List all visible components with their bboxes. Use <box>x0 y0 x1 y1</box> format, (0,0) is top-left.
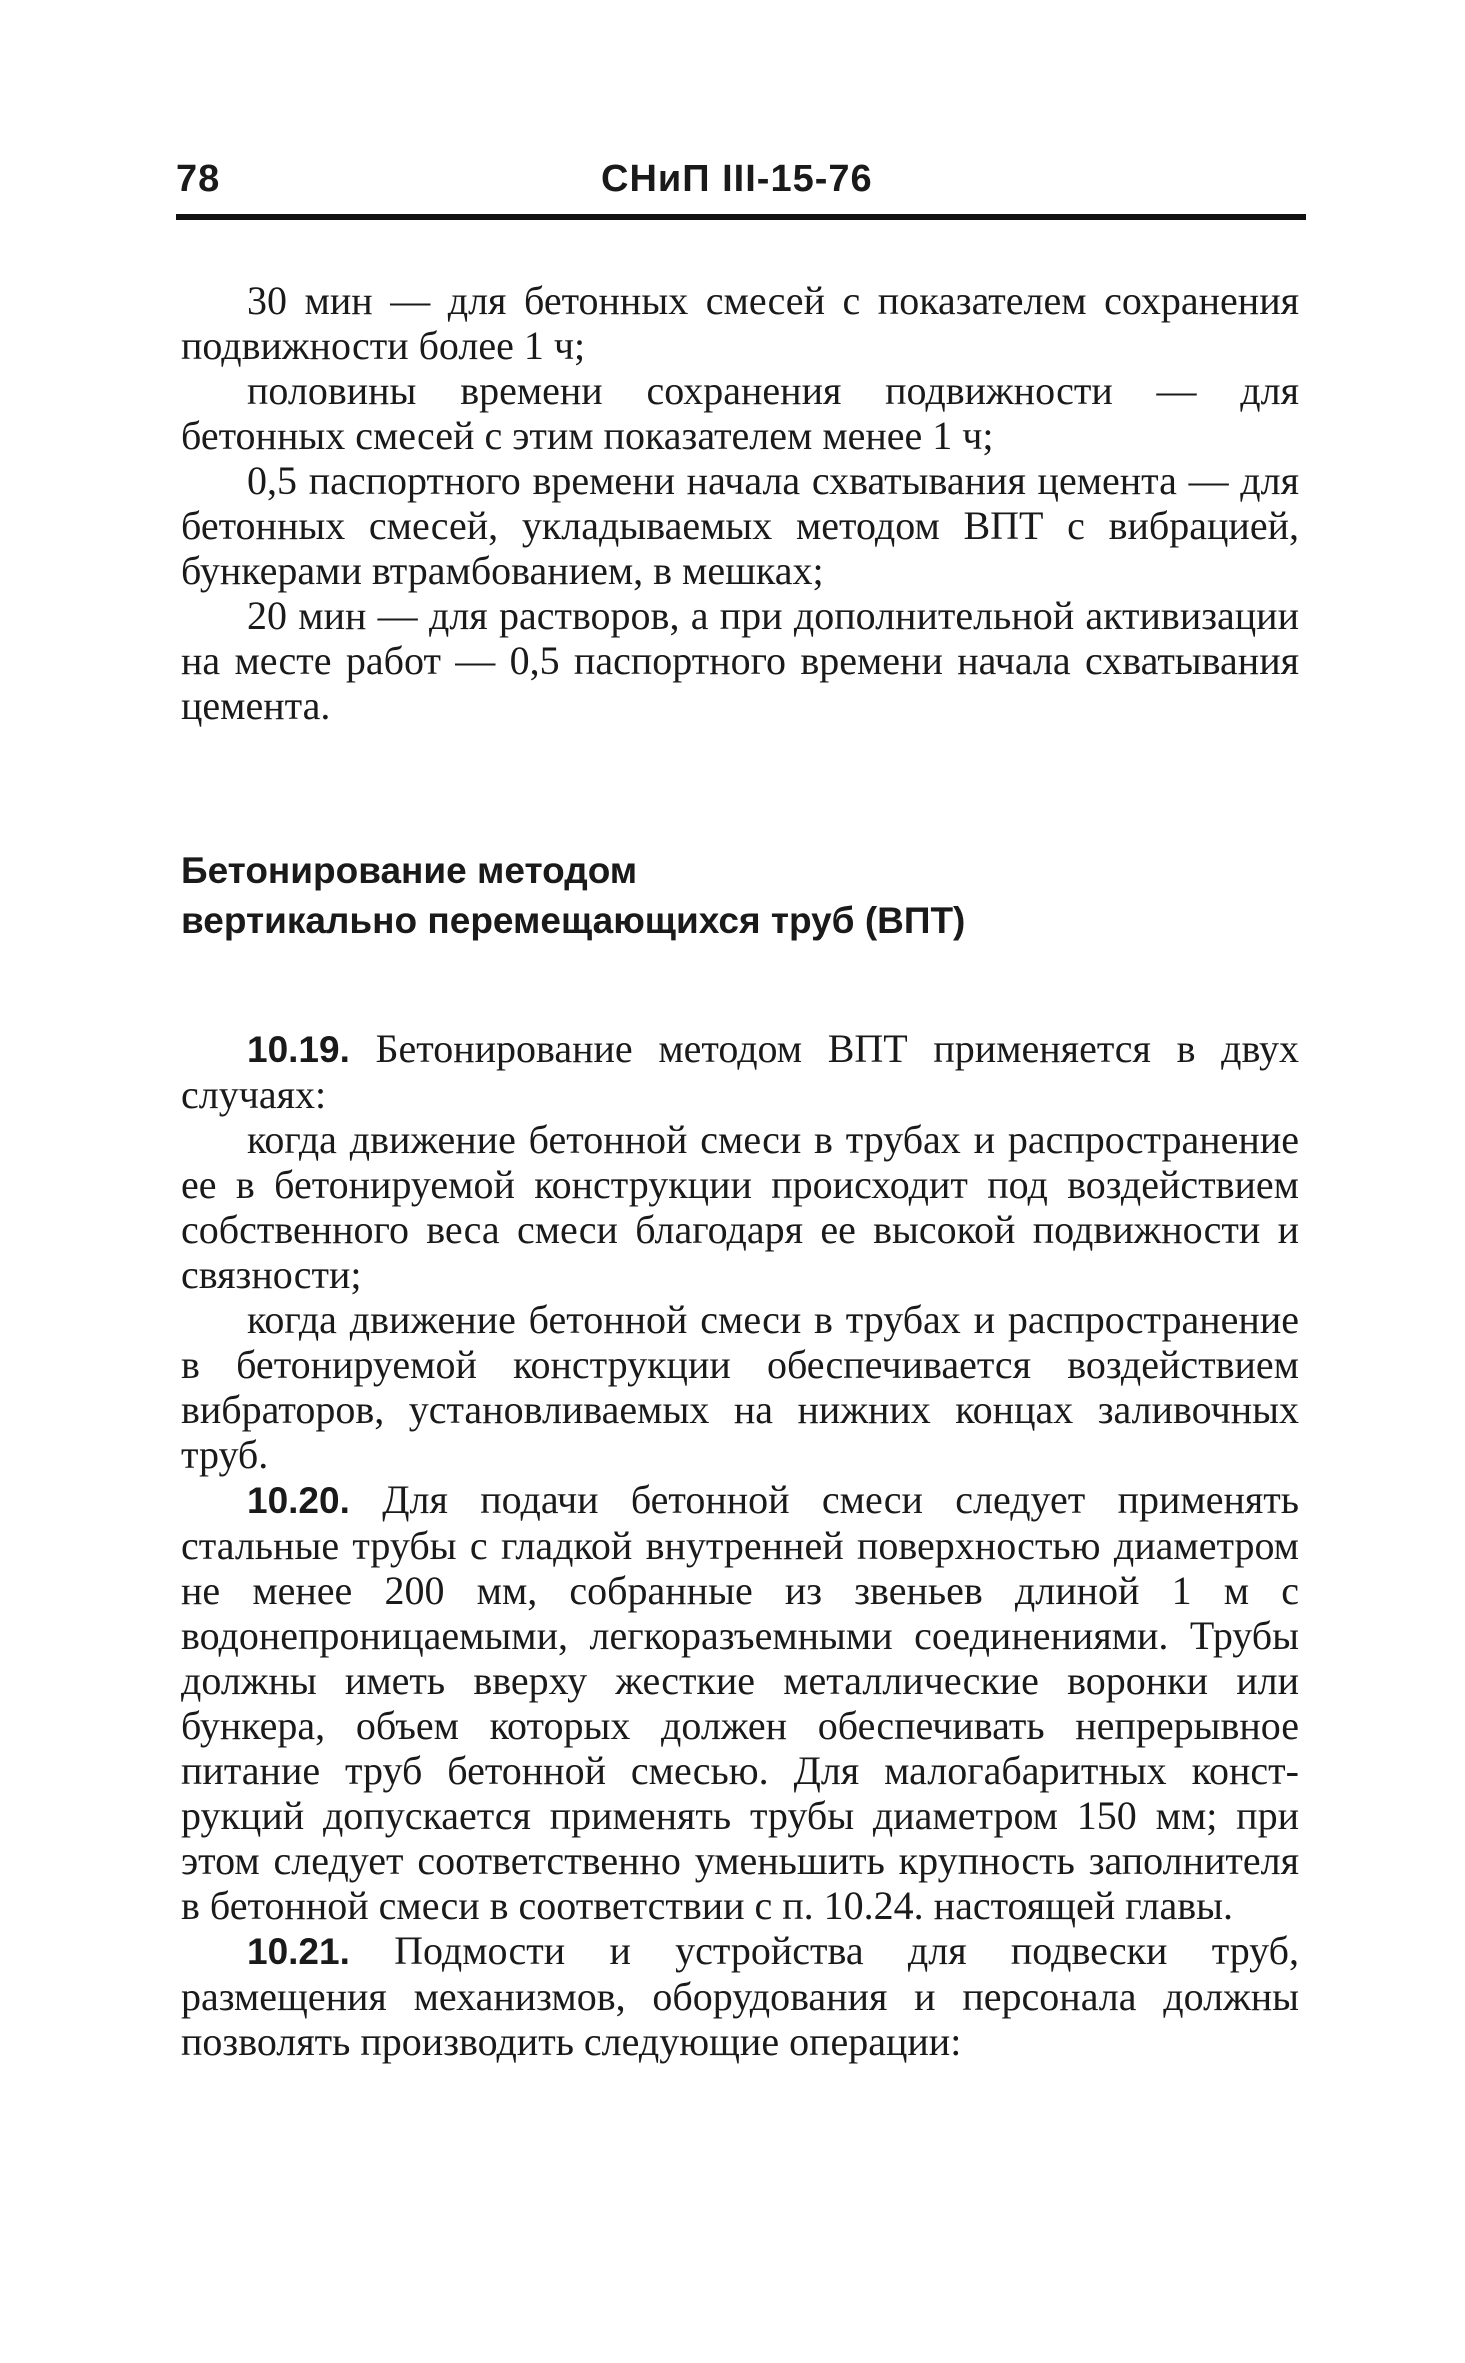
page-body <box>181 278 1299 2064</box>
clause-10-21 <box>181 1928 1299 2064</box>
clause-number: 10.19. <box>247 1029 350 1070</box>
list-item: когда движение бетонной смеси в трубах и распространение в бетонируемой конструкции обеспечивается воздействием вибраторов, установливаемых на нижних концах заливочных труб. <box>181 1297 1299 1477</box>
running-title: СНиП III-15-76 <box>601 158 873 200</box>
clause-10-19 <box>181 1026 1299 1117</box>
clause-text: Подмости и устройства для подвески труб, размещения механизмов, оборудования и персонала должны позволять производить следующие операции: <box>181 1928 1299 2064</box>
clause-number: 10.21. <box>247 1931 350 1972</box>
clause-text: Для подачи бетонной смеси следует применять стальные трубы с гладкой внутренней поверхностью диаметром не менее 200 мм, собранные из звеньев длиной 1 м с водонепроницаемыми, легкоразъемными соединениями. Трубы должны иметь вверху жесткие металлические воронки или бункера, объем которых должен обеспечивать непрерывное питание труб бетонной смесью. Для малогабаритных конструкций допускается применять трубы диаметром 150 мм; при этом следует соответственно уменьшить крупность заполнителя в бетонной смеси в соответствии с п. 10.24. настоящей главы. <box>181 1477 1299 1928</box>
page-number: 78 <box>176 158 221 200</box>
clause-text: Бетонирование методом ВПТ применяется в двух случаях: <box>181 1026 1299 1117</box>
section-heading <box>181 846 1299 946</box>
clause-number: 10.20. <box>247 1480 350 1521</box>
paragraph: 0,5 паспортного времени начала схватывания цемента — для бетонных смесей, укладываемых методом ВПТ с вибрацией, бункерами втрамбованием, в мешках; <box>181 458 1299 593</box>
section-heading-line: Бетонирование методом <box>181 850 638 891</box>
paragraph: половины времени сохранения подвижности — для бетонных смесей с этим показателем менее 1 ч; <box>181 368 1299 458</box>
clause-10-20 <box>181 1477 1299 1928</box>
paragraph: 30 мин — для бетонных смесей с показателем сохранения подвижности более 1 ч; <box>181 278 1299 368</box>
section-heading-line: вертикально перемещающихся труб (ВПТ) <box>181 900 966 941</box>
paragraph: 20 мин — для растворов, а при дополнительной активизации на месте работ — 0,5 паспортного времени начала схватывания цемента. <box>181 593 1299 728</box>
list-item: когда движение бетонной смеси в трубах и распространение ее в бетонируемой конструкции происходит под воздействием собственного веса смеси благодаря ее высокой подвижности и связности; <box>181 1117 1299 1297</box>
header-rule <box>176 214 1306 220</box>
page-header <box>176 150 1306 220</box>
